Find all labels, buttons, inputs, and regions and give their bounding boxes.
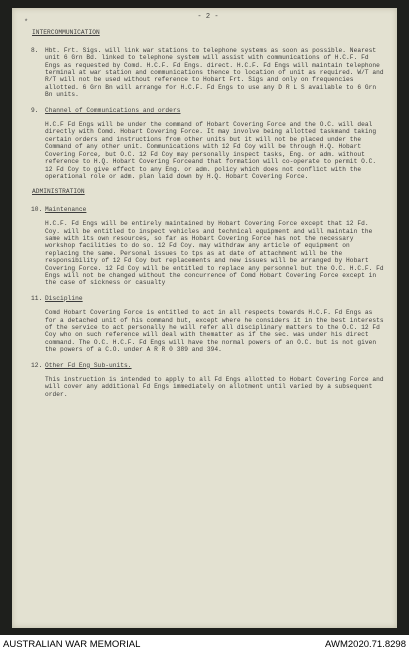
paragraph-number: 9. [31,106,39,114]
paragraph-text: This instruction is intended to apply to all Fd Engs allotted to Hobart Covering Force and will cover any additional Fd Engs immediately on allotment until varied by a subsequent order. [45,376,384,398]
section-heading-administration: ADMINISTRATION [32,188,85,196]
margin-mark: * [24,19,29,27]
paragraph-title: Other Fd Eng Sub-units. [45,361,132,369]
page-number: - 2 - [197,13,219,21]
paragraph-number: 10. [31,205,43,213]
paragraph-12 [32,362,384,399]
accession-number: AWM2020.71.8298 [325,639,406,650]
paragraph-text: Comd Hobart Covering Force is entitled to act in all respects towards H.C.F. Fd Engs as for a detached unit of his command but, except where he considers it in the best interests of the service to act personally he will refer all disciplinary matters to the O.C. 12 Fd Coy who on such reference will deal with thematter as if the sec. was under his direct command. The O.C. H.C.F. Fd Engs will have the normal powers of an O.C. but is not given the powers of a C.O. under A R R 0 389 and 394. [45,309,384,354]
paragraph-number: 11. [31,294,43,302]
paragraph-title: Channel of Communications and orders [45,106,181,114]
document-page [12,8,397,628]
document-body [24,13,384,406]
paragraph-9 [32,107,384,181]
paragraph-title: Discipline [45,294,83,302]
institution-label: AUSTRALIAN WAR MEMORIAL [3,639,141,650]
paragraph-8 [32,47,384,99]
archive-footer [0,635,409,653]
paragraph-number: 8. [31,46,39,54]
paragraph-title: Maintenance [45,205,87,213]
paragraph-number: 12. [31,361,43,369]
paragraph-text: Hbt. Frt. Sigs. will link war stations to telephone systems as soon as possible. Nearest unit 6 Grn Bd. linked to telephone system will assist with communications of H.C.F. Fd Engs as requested by Comd. H.C.F. Fd Engs. direct. H.C.F. Fd Engs will maintain telephone terminal at war station and communications thence to location of unit as required. W/T and R/T will not be used without reference to Hobart Frt. Sigs and only on frequencies allotted. 6 Grn Bn will arrange for H.C.F. Fd Engs to use any D R L S available to 6 Grn Bn units. [45,46,384,99]
paragraph-11 [32,295,384,354]
paragraph-text: H.C.F. Fd Engs will be entirely maintained by Hobart Covering Force except that 12 Fd. Coy. will be entitled to inspect vehicles and technical equipment and will maintain the same with its own resources, so far as Hobart Covering Force has not the necessary workshop facilities to do so. 12 Fd Coy. may withdraw any article of equipment on replacing the same. Personal issues to tps as at date of attachment will be the responsibility of 12 Fd Coy but replacements and new issues will be arranged by Hobart Covering Force. 12 Fd Coy will be entitled to replace any personnel but the O.C. H.C.F. Fd Engs will not be changed without the concurrence of Comd Hobart Covering Force except in the case of sickness or casualty [45,220,384,287]
section-heading-intercommunication: INTERCOMMUNICATION [32,29,100,37]
paragraph-text: H.C.F Fd Engs will be under the command of Hobart Covering Force and the O.C. will deal directly with Comd. Hobart Covering Force. It may involve being allotted taskmand taking certain orders and instructions from other units but it will not be placed under the Command of any other unit. Communications with 12 Fd Coy will be through H.Q. Hobart Covering Force, but O.C. 12 Fd Coy may personally inspect tasks, Eng. or adm. without reference to H.Q. Hobart Covering Forceand that formation will co-operate to permit O.C. 12 Fd Coy to give effect to any Eng. or adm. policy which does not conflict with the operational role or adm. plan laid down by H.Q. Hobart Covering Force. [45,121,377,180]
paragraph-10 [32,206,384,287]
